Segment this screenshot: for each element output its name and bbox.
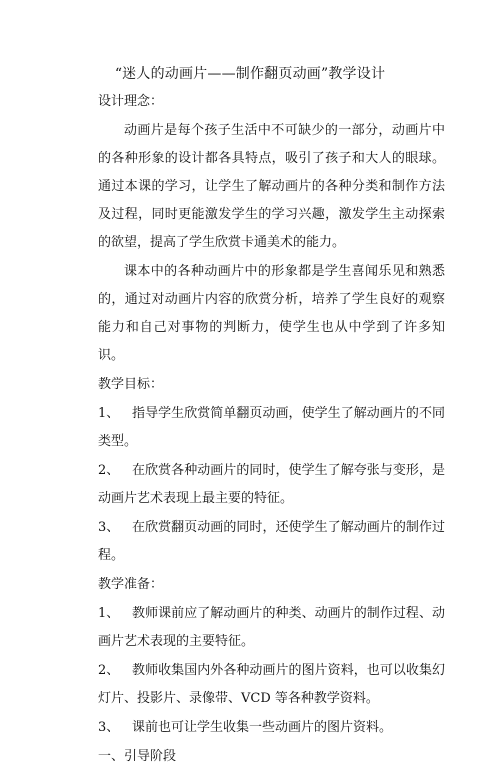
teaching-goal-item-1	[98, 400, 445, 456]
teaching-preparation-item-1	[98, 600, 445, 656]
design-concept-paragraph-1: 动画片是每个孩子生活中不可缺少的一部分，动画片中的各种形象的设计都各具特点，吸引了孩子和大人的眼球。通过本课的学习，让学生了解动画片的各种分类和制作方法及过程，同时更能激发学生的学习兴趣，激发学生主动探索的欲望，提高了学生欣赏卡通美术的能力。	[98, 123, 445, 250]
document-body	[98, 88, 445, 772]
teaching-goal-item-2	[98, 457, 445, 513]
teaching-preparation-item-3	[98, 714, 445, 742]
teaching-preparation-item-2	[98, 657, 445, 713]
list-text: 课前也可让学生收集一些动画片的图片资料。	[132, 720, 393, 735]
list-number: 2、	[98, 663, 120, 678]
section-heading-teaching-preparation: 教学准备：	[98, 577, 164, 592]
list-text: 在欣赏翻页动画的同时，还使学生了解动画片的制作过程。	[98, 520, 445, 563]
list-number: 1、	[98, 406, 120, 421]
teaching-goal-item-3	[98, 514, 445, 570]
list-number: 3、	[98, 720, 120, 735]
list-text: 在欣赏各种动画片的同时，使学生了解夸张与变形，是动画片艺术表现上最主要的特征。	[98, 463, 445, 506]
list-text: 教师收集国内外各种动画片的图片资料，也可以收集幻灯片、投影片、录像带、VCD 等各种教学资料。	[98, 663, 445, 706]
section-heading-design-concept: 设计理念：	[98, 94, 164, 109]
list-number: 1、	[98, 606, 120, 621]
list-text: 指导学生欣赏简单翻页动画，使学生了解动画片的不同类型。	[98, 406, 445, 449]
list-text: 教师课前应了解动画片的种类、动画片的制作过程、动画片艺术表现的主要特征。	[98, 606, 445, 649]
list-number: 3、	[98, 520, 120, 535]
document-title: “迷人的动画片——制作翻页动画”教学设计	[114, 66, 386, 82]
section-heading-teaching-goals: 教学目标：	[98, 377, 164, 392]
list-number: 2、	[98, 463, 120, 478]
design-concept-paragraph-2: 课本中的各种动画片中的形象都是学生喜闻乐见和熟悉的，通过对动画片内容的欣赏分析，培养了学生良好的观察能力和自己对事物的判断力，使学生也从中学到了许多知识。	[98, 264, 445, 363]
section-heading-guidance-stage: 一、引导阶段	[98, 749, 177, 764]
